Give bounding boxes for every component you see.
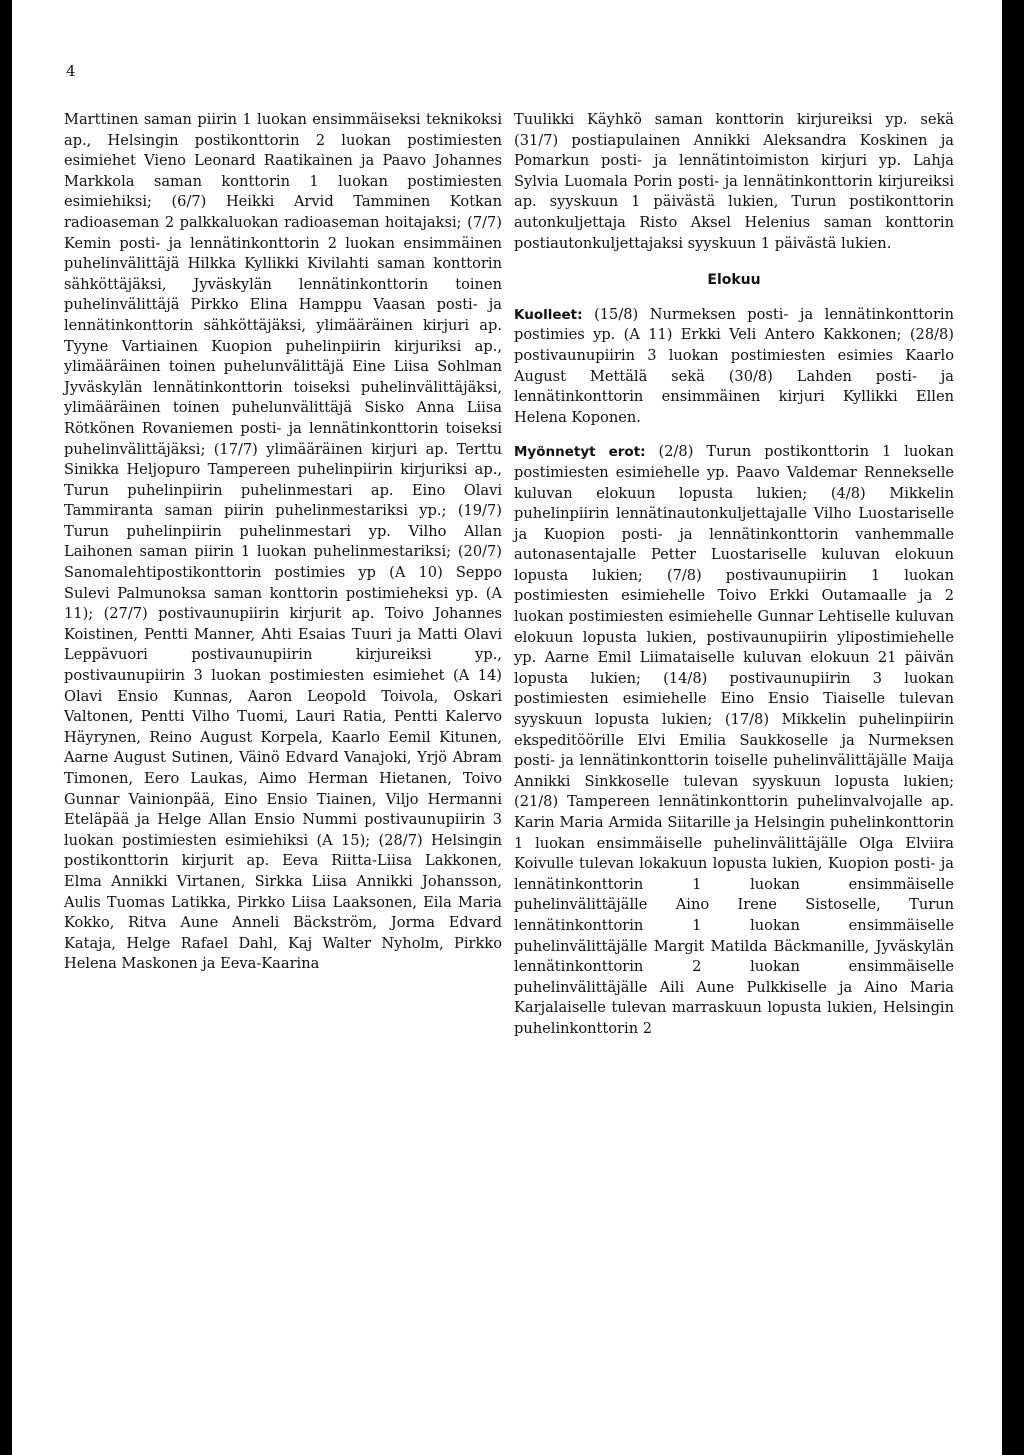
left-column [64,110,502,975]
right-column [514,110,954,1040]
deaths-text: (15/8) Nurmeksen posti- ja lennätinkonttorin postimies yp. (A 11) Erkki Veli Antero Kakkonen; (28/8) postivaunupiirin 3 luokan postimiesten esimies Kaarlo August Mettälä sekä (30/8) Lahden posti- ja lennätinkonttorin ensimmäinen kirjuri Kyllikki Ellen Helena Koponen. [514,305,954,426]
section-heading-elokuu: Elokuu [707,272,761,289]
scan-border-right [1002,0,1024,1455]
right-column-intro: Tuulikki Käyhkö saman konttorin kirjureiksi yp. sekä (31/7) postiapulainen Annikki Aleksandra Koskinen ja Pomarkun posti- ja lennätintoimiston kirjuri yp. Lahja Sylvia Luomala Porin posti- ja lennätinkonttorin kirjureiksi ap. syyskuun 1 päivästä lukien, Turun postikonttorin autonkuljettaja Risto Aksel Helenius saman konttorin postiautonkuljettajaksi syyskuun 1 päivästä lukien. [514,111,954,252]
deaths-paragraph [514,305,954,429]
resignations-label: Myönnetyt erot: [514,444,646,461]
page-number: 4 [66,62,76,80]
left-column-text: Marttinen saman piirin 1 luokan ensimmäiseksi teknikoksi ap., Helsingin postikonttorin 2 luokan postimiesten esimiehet Vieno Leonard Raatikainen ja Paavo Johannes Markkola saman konttorin 1 luokan postimiesten esimiehiksi; (6/7) Heikki Arvid Tamminen Kotkan radioaseman 2 palkkaluokan radioaseman hoitajaksi; (7/7) Kemin posti- ja lennätinkonttorin 2 luokan ensimmäinen puhelinvälittäjä Hilkka Kyllikki Kivilahti saman konttorin sähköttäjäksi, Jyväskylän lennätinkonttorin toinen puhelinvälittäjä Pirkko Elina Hamppu Vaasan posti- ja lennätinkonttorin sähköttäjäksi, ylimääräinen kirjuri ap. Tyyne Vartiainen Kuopion puhelinpiirin kirjuriksi ap., ylimääräinen toinen puhelunvälittäjä Eine Liisa Sohlman Jyväskylän lennätinkonttorin toiseksi puhelinvälittäjäksi, ylimääräinen toinen puhelunvälittäjä Sisko Anna Liisa Rötkönen Rovaniemen posti- ja lennätinkonttorin toiseksi puhelinvälittäjäksi; (17/7) ylimääräinen kirjuri ap. Terttu Sinikka Heljopuro Tampereen puhelinpiirin kirjuriksi ap., Turun puhelinpiirin puhelinmestari ap. Eino Olavi Tammiranta saman piirin puhelinmestariksi yp.; (19/7) Turun puhelinpiirin puhelinmestari yp. Vilho Allan Laihonen saman piirin 1 luokan puhelinmestariksi; (20/7) Sanomalehtipostikonttorin postimies yp (A 10) Seppo Sulevi Palmunoksa saman konttorin postimieheksi yp. (A 11); (27/7) postivaunupiirin kirjurit ap. Toivo Johannes Koistinen, Pentti Manner, Ahti Esaias Tuuri ja Matti Olavi Leppävuori postivaunupiirin kirjureiksi yp., postivaunupiirin 3 luokan postimiesten esimiehet (A 14) Olavi Ensio Kunnas, Aaron Leopold Toivola, Oskari Valtonen, Pentti Vilho Tuomi, Lauri Ratia, Pentti Kalervo Häyrynen, Reino August Korpela, Kaarlo Eemil Kitunen, Aarne August Sutinen, Väinö Edvard Vanajoki, Yrjö Abram Timonen, Eero Laukas, Aimo Herman Hietanen, Toivo Gunnar Vainionpää, Eino Ensio Tiainen, Viljo Hermanni Eteläpää ja Helge Allan Ensio Nummi postivaunupiirin 3 luokan postimiesten esimiehiksi (A 15); (28/7) Helsingin postikonttorin kirjurit ap. Eeva Riitta-Liisa Lakkonen, Elma Annikki Virtanen, Sirkka Liisa Annikki Johansson, Aulis Tuomas Latikka, Pirkko Liisa Laaksonen, Eila Maria Kokko, Ritva Aune Anneli Bäckström, Jorma Edvard Kataja, Helge Rafael Dahl, Kaj Walter Nyholm, Pirkko Helena Maskonen ja Eeva-Kaarina [64,111,502,973]
deaths-label: Kuolleet: [514,306,583,323]
resignations-paragraph [514,442,954,1039]
resignations-text: (2/8) Turun postikonttorin 1 luokan postimiesten esimiehelle yp. Paavo Valdemar Rennekselle kuluvan elokuun lopusta lukien; (4/8) Mikkelin puhelinpiirin lennätinautonkuljettajalle Vilho Luostariselle ja Kuopion posti- ja lennätinkonttorin vanhemmalle autonasentajalle Petter Luostariselle kuluvan elokuun lopusta lukien; (7/8) postivaunupiirin 1 luokan postimiesten esimiehelle Toivo Erkki Outamaalle ja 2 luokan postimiesten esimiehelle Gunnar Lehtiselle kuluvan elokuun lopusta lukien, postivaunupiirin ylipostimiehelle yp. Aarne Emil Liimataiselle kuluvan elokuun 21 päivän lopusta lukien; (14/8) postivaunupiirin 3 luokan postimiesten esimiehelle Eino Ensio Tiaiselle tulevan syyskuun lopusta lukien; (17/8) Mikkelin puhelinpiirin ekspeditöörille Elvi Emilia Saukkoselle ja Nurmeksen posti- ja lennätinkonttorin toiselle puhelinvälittäjälle Maija Annikki Sinkkoselle tulevan syyskuun lopusta lukien; (21/8) Tampereen lennätinkonttorin puhelinvalvojalle ap. Karin Maria Armida Siitarille ja Helsingin puhelinkonttorin 1 luokan ensimmäiselle puhelinvälittäjälle Olga Elviira Koivulle tulevan lokakuun lopusta lukien, Kuopion posti- ja lennätinkonttorin 1 luokan ensimmäiselle puhelinvälittäjälle Aino Irene Sistoselle, Turun lennätinkonttorin 1 luokan ensimmäiselle puhelinvälittäjälle Margit Matilda Bäckmanille, Jyväskylän lennätinkonttorin 2 luokan ensimmäiselle puhelinvälittäjälle Aili Aune Pulkkiselle ja Aino Maria Karjalaiselle tulevan marraskuun lopusta lukien, Helsingin puhelinkonttorin 2 [514,443,954,1037]
scan-border-left [0,0,12,1455]
